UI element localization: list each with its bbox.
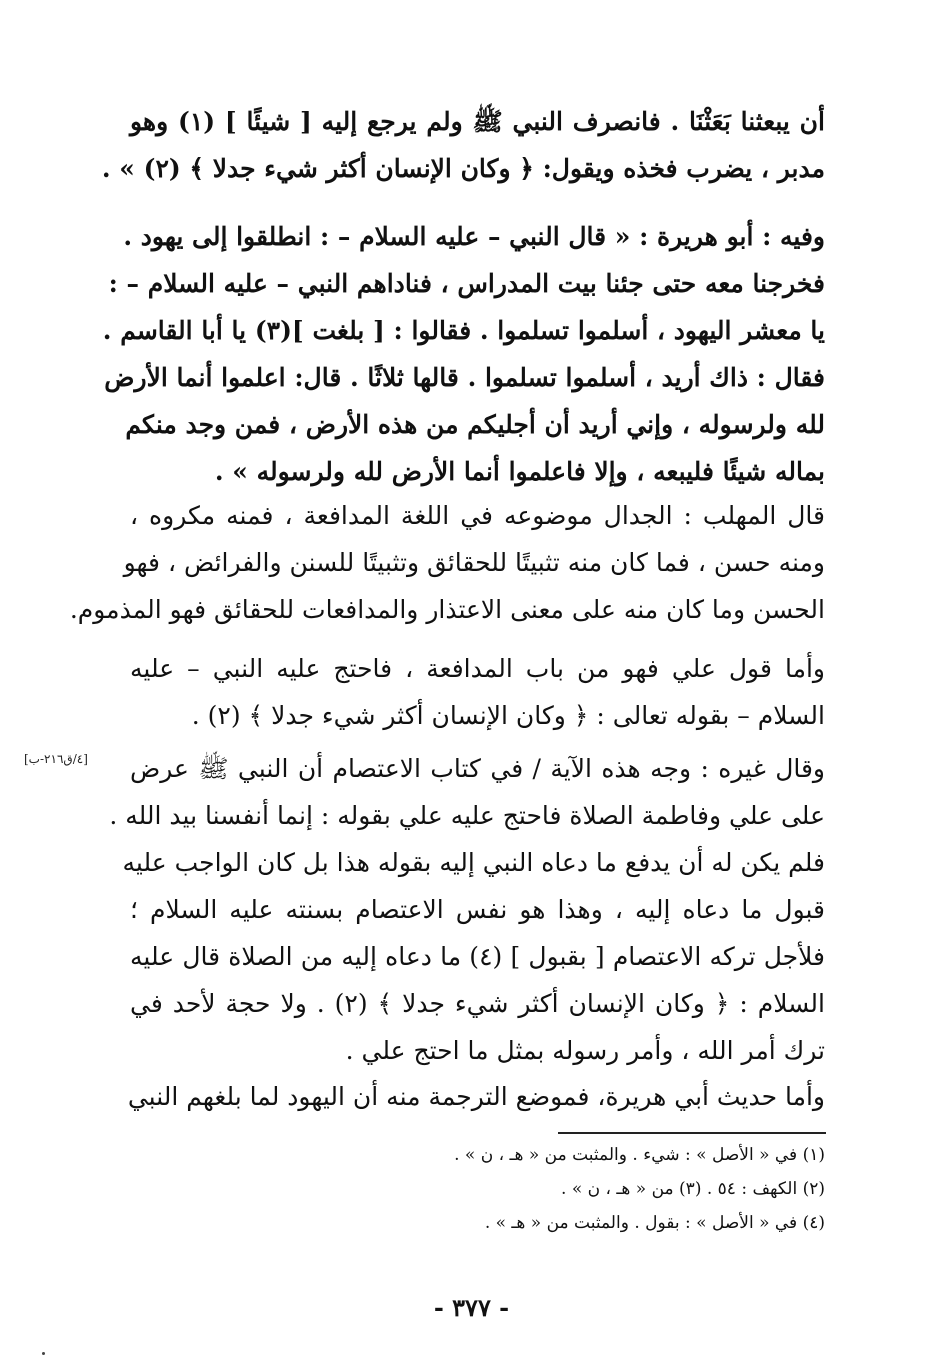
text-line: ترك أمر الله ، وأمر رسوله بمثل ما احتج علي . <box>345 1036 825 1065</box>
footnote: (٢) الكهف : ٥٤ . (٣) من « هـ ، ن » . <box>561 1179 825 1199</box>
text-line: السلام – بقوله تعالى : ﴿ وكان الإنسان أكثر شيء جدلا ﴾ (٢) . <box>191 701 825 730</box>
page-number: - ٣٧٧ - <box>433 1293 510 1322</box>
scan-speck <box>42 1352 45 1355</box>
footnote: (١) في « الأصل » : شيء . والمثبت من « هـ ، ن » . <box>454 1145 825 1165</box>
paragraph-1 <box>101 98 825 192</box>
text-line: السلام : ﴿ وكان الإنسان أكثر شيء جدلا ﴾ (٢) . ولا حجة لأحد في <box>130 989 825 1018</box>
footnote: (٤) في « الأصل » : بقول . والمثبت من « هـ » . <box>484 1213 825 1233</box>
text-line: فقال : ذاك أريد ، أسلموا تسلموا . قالها ثلاثًا . قال: اعلموا أنما الأرض <box>104 363 825 392</box>
paragraph-6 <box>127 1073 825 1120</box>
text-line: الحسن وما كان منه على معنى الاعتذار والمدافعات للحقائق فهو المذموم. <box>69 595 825 624</box>
paragraph-3 <box>69 492 825 633</box>
text-line: قبول ما دعاه إليه ، وهذا هو نفس الاعتصام بسنته عليه السلام ؛ <box>130 895 825 924</box>
text-line: وأما قول علي فهو من باب المدافعة ، فاحتج عليه النبي – عليه <box>130 654 825 683</box>
paragraph-2 <box>102 213 825 495</box>
text-line: ومنه حسن ، فما كان منه تثبيتًا للحقائق وتثبيتًا للسنن والفرائض ، فهو <box>123 548 825 577</box>
footnotes <box>300 1138 825 1240</box>
text-line: بماله شيئًا فليبعه ، وإلا فاعلموا أنما الأرض لله ولرسوله » . <box>214 457 825 486</box>
text-line: وأما حديث أبي هريرة، فموضع الترجمة منه أن اليهود لما بلغهم النبي <box>127 1082 825 1111</box>
text-line: على علي وفاطمة الصلاة فاحتج عليه علي بقوله : إنما أنفسنا بيد الله . <box>109 801 825 830</box>
text-line: أن يبعثنا بَعَثْنَا . فانصرف النبي ﷺ ولم يرجع إليه [ شيئًا ] (١) وهو <box>130 107 825 136</box>
text-line: يا معشر اليهود ، أسلموا تسلموا . فقالوا : [ بلغت ](٣) يا أبا القاسم . <box>102 316 825 345</box>
text-line: لله ولرسوله ، وإني أريد أن أجليكم من هذه الأرض ، فمن وجد منكم <box>125 410 825 439</box>
footnote-separator <box>558 1132 826 1134</box>
text-line: وفيه : أبو هريرة : « قال النبي – عليه السلام – : انطلقوا إلى يهود . <box>123 222 825 251</box>
text-line: فخرجنا معه حتى جئنا بيت المدراس ، فناداهم النبي – عليه السلام – : <box>108 269 825 298</box>
text-line: فلم يكن له أن يدفع ما دعاه النبي إليه بقوله هذا بل كان الواجب عليه <box>122 848 825 877</box>
paragraph-4 <box>130 645 825 739</box>
text-line: قال المهلب : الجدال موضوعه في اللغة المدافعة ، فمنه مكروه ، <box>130 501 825 530</box>
paragraph-5 <box>109 745 825 1074</box>
manuscript-margin-reference: [٤/ق٢١٦-ب] <box>24 752 88 766</box>
text-line: فلأجل تركه الاعتصام [ بقبول ] (٤) ما دعاه إليه من الصلاة قال عليه <box>130 942 825 971</box>
text-line: مدبر ، يضرب فخذه ويقول: ﴿ وكان الإنسان أكثر شيء جدلا ﴾ (٢) » . <box>101 154 825 183</box>
text-line: وقال غيره : وجه هذه الآية / في كتاب الاعتصام أن النبي ﷺ عرض <box>130 754 825 783</box>
